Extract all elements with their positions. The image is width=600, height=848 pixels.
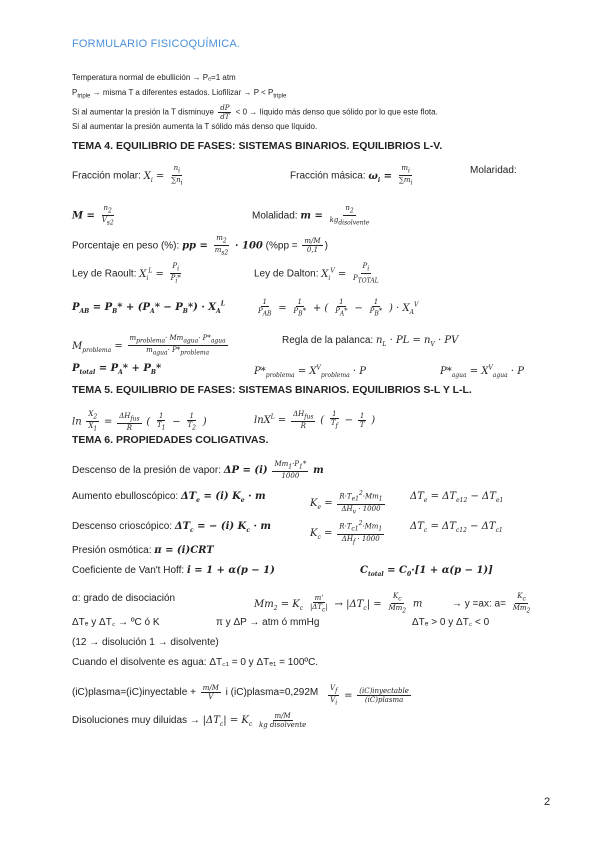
dalton-label: Ley de Dalton: (254, 268, 319, 280)
molalidad-row: Molalidad: m = $\frac{n_2}{kg_{disolvente}}$ (252, 204, 370, 227)
ke-formula: $K_e$ = $\frac{R\cdot T_{e1}^2\cdot Mm_1}{\Delta H_v \cdot 1000}$ (310, 490, 383, 516)
plasma-text-a: (iC)plasma=(iC)inyectable + (72, 687, 196, 699)
delta-te-formula: $\Delta T_e = \Delta T_{e12} - \Delta T_{e1}$ (410, 491, 504, 504)
intro-line-4: Si al aumentar la presión aumenta la T sólido más denso que líquido. (72, 122, 318, 131)
fraccion-molar-row: Fracción molar: $X_i$ = $\frac{n_i}{\sum n_i}$ (72, 164, 183, 187)
section-tema-6: TEMA 6. PROPIEDADES COLIGATIVAS. (72, 434, 269, 446)
intro-sub-triple-2: triple (273, 93, 287, 100)
molaridad-label: Molaridad: (470, 165, 517, 176)
descenso-vapor-row: Descenso de la presión de vapor: ΔP = (i) $\frac{Mm_1\cdot P_1*}{1000}$ m (72, 460, 324, 481)
dalton-row: Ley de Dalton: $X_i^V$ = $\frac{P_i}{P_{TOTAL}}$ (254, 262, 379, 285)
molalidad-label: Molalidad: (252, 210, 298, 222)
delta-tc-formula: $\Delta T_c = \Delta T_{c12} - \Delta T_{c1}$ (410, 521, 503, 534)
diluidas-row: Disoluciones muy diluidas → $|\Delta T_c| = K_c$ $\frac{m/M}{\text{kg disolvente}}$ (72, 712, 307, 729)
p-agua-formula: $P*_{agua} = X^V_{agua} \cdot P$ (440, 365, 524, 380)
page-number: 2 (544, 796, 551, 808)
section-tema-4: TEMA 4. EQUILIBRIO DE FASES: SISTEMAS BINARIOS. EQUILIBRIOS L-V. (72, 140, 443, 152)
inverse-pab-formula: $\frac{1}{P_{AB}}$ = $\frac{1}{P_B*}$ + ( $\frac{1}{P_A*}$ − $\frac{1}{P_B*}$ ) · $X_A^V$ (258, 298, 419, 318)
frac-num: dP (220, 104, 230, 112)
volume-ratio-formula: $\frac{V_f}{V_i}$ = $\frac{\text{(iC)inyectable}}{\text{(iC)plasma}}$ (330, 684, 409, 707)
intro-line-1: Temperatura normal de ebullición → Pₑ=1 atm (72, 73, 236, 82)
c-total-formula: $C_{total} = C_0\cdot[1 + \alpha(p - 1)]$ (360, 565, 493, 578)
raoult-label: Ley de Raoult: (72, 268, 137, 280)
osmotica-row: Presión osmótica: π = (i)CRT (72, 545, 214, 556)
crioscopico-row: Descenso crioscópico: $\Delta T_c$ = − (i) $K_c \cdot m$ (72, 521, 272, 534)
plasma-text-b: i (iC)plasma=0,292M (225, 687, 319, 699)
alfa-label: α: grado de disociación (72, 593, 176, 604)
intro-lyophilize: → misma T a diferentes estados. Liofilizar → P < P (92, 88, 274, 97)
plasma-row: (iC)plasma=(iC)inyectable + $\frac{m/M}{V}$ i (iC)plasma=0,292M (72, 684, 319, 701)
fraccion-masica-row: Fracción másica: $\omega_i$ = $\frac{m_i}{\sum m_i}$ (290, 164, 413, 187)
molaridad-formula: M = $\frac{n_2}{V_{s2}}$ (72, 204, 114, 227)
intro-p: P (72, 88, 78, 97)
raoult-row: Ley de Raoult: $X_i^L$ = $\frac{P_i}{P_i*}$ (72, 262, 181, 285)
ln-xl-formula: lnX$^L$ = $\frac{\Delta H_{fus}}{R}$ ( $\frac{1}{T_f}$ − $\frac{1}{T}$ ) (254, 410, 376, 431)
osmotica-label: Presión osmótica: (72, 545, 152, 556)
dp-dt-fraction (218, 104, 231, 121)
intro-pressure-text: Si al aumentar la presión la T disminuye (72, 107, 214, 117)
pab-formula: $P_{AB} = P_B* + (P_A* - P_B*) \cdot X_A^L$ (72, 301, 225, 316)
agua-note: Cuando el disolvente es agua: ΔT꜀₁ = 0 y ΔTₑ₁ = 100ºC. (72, 657, 319, 668)
disolucion-note: (12 → disolución 1 → disolvente) (72, 637, 219, 648)
m-problema-formula: $M_{problema}$ = $\frac{m_{problema}\cdot Mm_{agua}\cdot P*_{agua}}{m_{agua}\cdot P*_{problema}}$ (72, 334, 226, 357)
intro-liquid-denser: < 0 → líquido más denso que sólido por lo que este flota. (235, 107, 438, 117)
kc-formula: $K_c$ = $\frac{R\cdot T_{c1}^2\cdot Mm_1}{\Delta H_f \cdot 1000}$ (310, 520, 383, 546)
mm2-formula: $Mm_2 = K_c$ $\frac{m'}{|\Delta T_c|}$ → $|\Delta T_c|$ = $\frac{K_c}{Mm_2}$ m (254, 592, 423, 615)
crioscopico-label: Descenso crioscópico: (72, 521, 173, 532)
unidades-a: ΔTₑ y ΔT꜀ → ºC ó K (72, 617, 160, 628)
porcentaje-label: Porcentaje en peso (%): (72, 240, 180, 252)
ebulloscopico-label: Aumento ebulloscópico: (72, 491, 179, 502)
unidades-c: ΔTₑ > 0 y ΔT꜀ < 0 (412, 617, 490, 628)
ln-x2-x1-formula: ln $\frac{X_2}{X_1}$ = $\frac{\Delta H_{fus}}{R}$ ( $\frac{1}{T_1}$ − $\frac{1}{T_2}$ ) (72, 410, 207, 433)
p-problema-formula: $P*_{problema} = X^V_{problema} \cdot P$ (254, 365, 367, 380)
intro-line-3 (72, 104, 438, 121)
page-title: FORMULARIO FISICOQUÍMICA. (72, 38, 241, 50)
intro-sub-triple: triple (77, 93, 91, 100)
porcentaje-row: Porcentaje en peso (%): pp = $\frac{m_2}{m_{s2}}$ · 100 (%pp = $\frac{m/M}{0,1}$ ) (72, 234, 328, 257)
ebulloscopico-row: Aumento ebulloscópico: $\Delta T_e = (i) K_e \cdot m$ (72, 491, 266, 504)
frac-den: dT (220, 113, 230, 121)
unidades-b: π y ΔP → atm ó mmHg (216, 617, 320, 628)
palanca-label: Regla de la palanca: (282, 335, 374, 346)
fraccion-masica-label: Fracción másica: (290, 170, 366, 182)
p-total-formula: $P_{total} = P_A* + P_B*$ (72, 363, 162, 376)
diluidas-label: Disoluciones muy diluidas → (72, 715, 200, 727)
descenso-vapor-label: Descenso de la presión de vapor: (72, 464, 221, 476)
y-ax-formula: → y =ax: a= $\frac{K_c}{Mm_2}$ (452, 592, 531, 615)
fraccion-molar-label: Fracción molar: (72, 170, 141, 182)
vant-hoff-label: Coeficiente de Van't Hoff: (72, 565, 185, 576)
vant-hoff-row: Coeficiente de Van't Hoff: i = 1 + α(p − 1) (72, 565, 275, 576)
section-tema-5: TEMA 5. EQUILIBRIO DE FASES: SISTEMAS BINARIOS. EQUILIBRIOS S-L Y L-L. (72, 384, 472, 396)
palanca-row: Regla de la palanca: $n_L$ · PL = $n_V$ · PV (282, 335, 459, 348)
intro-line-2 (72, 88, 286, 102)
